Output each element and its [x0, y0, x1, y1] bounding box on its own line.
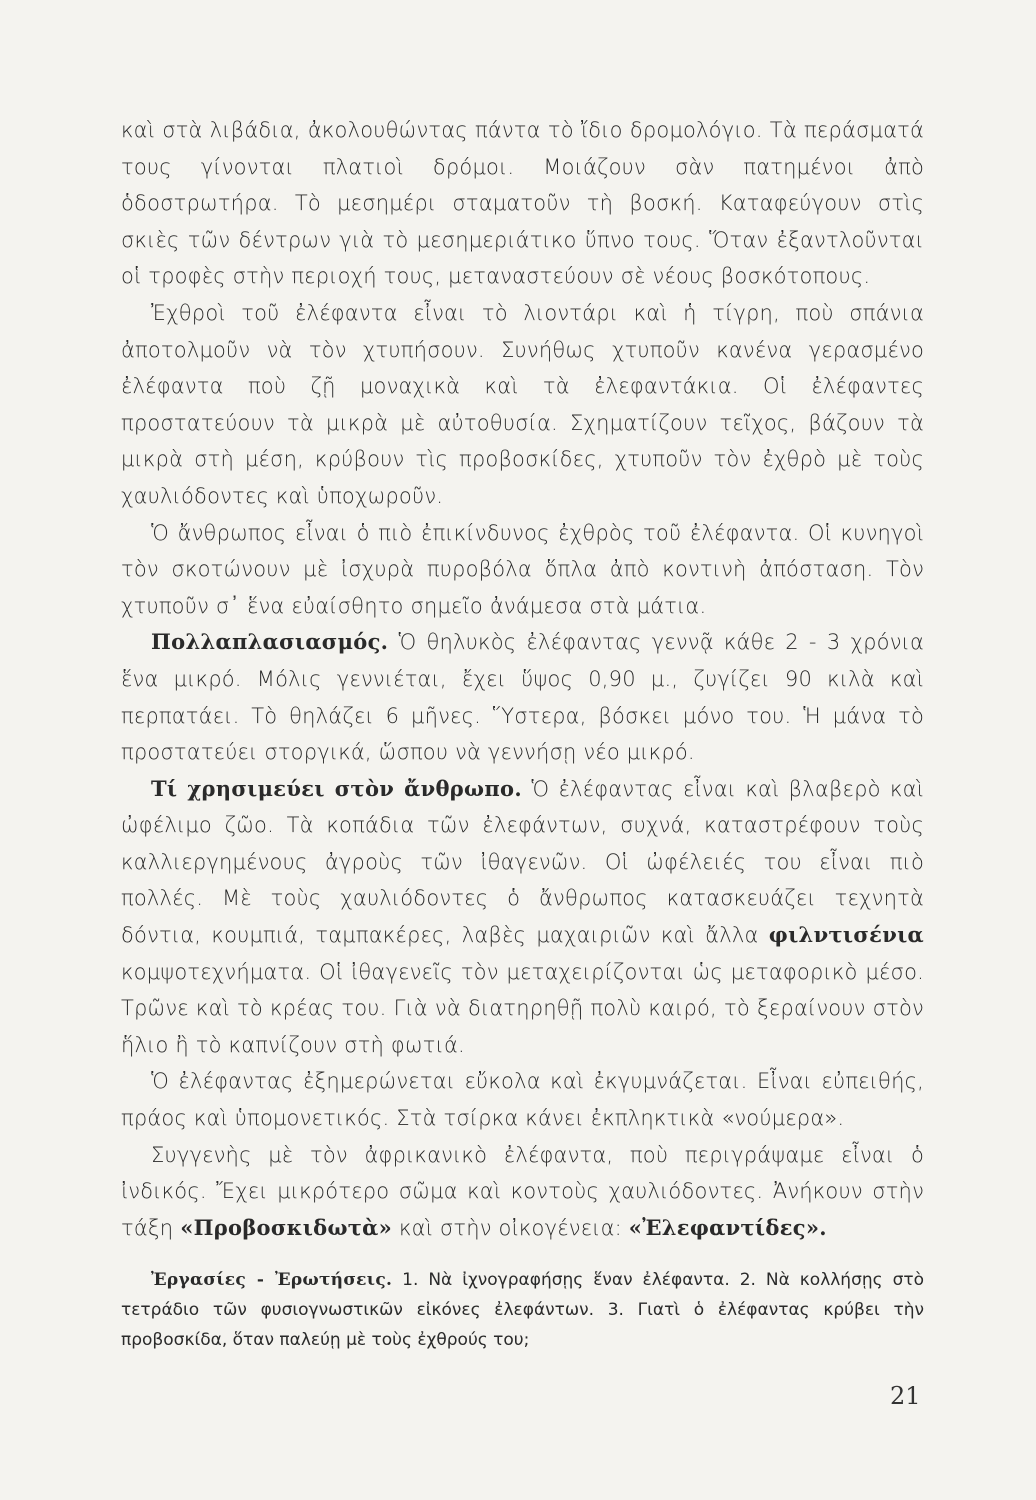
bold-ivory-word: φιλντισένια: [768, 922, 924, 948]
paragraph-reproduction: [121, 624, 924, 770]
body-text: [121, 112, 924, 1246]
exercises-text: 1. Νὰ ἰχνογραφήσῃς ἕναν ἐλέφαντα. 2. Νὰ κολλήσῃς στὸ τετράδιο τῶν φυσιογνωστικῶν εἰκόνες ἐλεφάντων. 3. Γιατὶ ὁ ἐλέφαντας κρύβει τὴν προβοσκίδα, ὅταν παλεύῃ μὲ τοὺς ἐχθρούς του;: [121, 1270, 924, 1350]
paragraph-uses: [121, 771, 924, 1064]
page-number: 21: [890, 1382, 921, 1410]
indian-text-b: καὶ στὴν οἰκογένεια:: [392, 1215, 629, 1240]
bold-order: «Προβοσκιδωτὰ»: [180, 1214, 393, 1240]
paragraph-taming: Ὁ ἐλέφαντας ἐξημερώνεται εὔκολα καὶ ἐκγυμνάζεται. Εἶναι εὐπειθής, πράος καὶ ὑπομονετικός. Στὰ τσίρκα κάνει ἐκπληκτικὰ «νούμερα».: [121, 1069, 924, 1131]
exercises-heading: Ἐργασίες - Ἐρωτήσεις.: [151, 1270, 393, 1290]
heading-uses: Τί χρησιμεύει στὸν ἄνθρωπο.: [151, 775, 522, 801]
exercises-block: [121, 1265, 924, 1355]
exercises-paragraph: [121, 1265, 924, 1355]
uses-text-b: κομψοτεχνήματα. Οἱ ἰθαγενεῖς τὸν μεταχειρίζονται ὡς μεταφορικὸ μέσο. Τρῶνε καὶ τὸ κρέας του. Γιὰ νὰ διατηρηθῇ πολὺ καιρό, τὸ ξεραίνουν στὸν ἥλιο ἢ τὸ καπνίζουν στὴ φωτιά.: [121, 959, 924, 1057]
uses-text-a: Ὁ ἐλέφαντας εἶναι καὶ βλαβερὸ καὶ ὠφέλιμο ζῶο. Τὰ κοπάδια τῶν ἐλεφάντων, συχνά, καταστρέφουν τοὺς καλλιεργημένους ἀγροὺς τῶν ἰθαγενῶν. Οἱ ὠφέλειές του εἶναι πιὸ πολλές. Μὲ τοὺς χαυλιόδοντες ὁ ἄνθρωπος κατασκευάζει τεχνητὰ δόντια, κουμπιά, ταμπακέρες, λαβὲς μαχαιριῶν καὶ ἄλλα: [121, 776, 924, 948]
paragraph-indian: [121, 1137, 924, 1247]
reproduction-text: Ὁ θηλυκὸς ἐλέφαντας γεννᾷ κάθε 2 - 3 χρόνια ἕνα μικρό. Μόλις γεννιέται, ἔχει ὕψος 0,90 μ., ζυγίζει 90 κιλὰ καὶ περπατάει. Τὸ θηλάζει 6 μῆνες. Ὕστερα, βόσκει μόνο του. Ἡ μάνα τὸ προστατεύει στοργικά, ὥσπου νὰ γεννήσῃ νέο μικρό.: [121, 630, 924, 765]
paragraph-hunters: Ὁ ἄνθρωπος εἶναι ὁ πιὸ ἐπικίνδυνος ἐχθρὸς τοῦ ἐλέφαντα. Οἱ κυνηγοὶ τὸν σκοτώνουν μὲ ἰσχυρὰ πυροβόλα ὅπλα ἀπὸ κοντινὴ ἀπόσταση. Τὸν χτυποῦν σ᾿ ἕνα εὐαίσθητο σημεῖο ἀνάμεσα στὰ μάτια.: [121, 520, 924, 618]
indian-text-a: Συγγενὴς μὲ τὸν ἀφρικανικὸ ἐλέφαντα, ποὺ περιγράψαμε εἶναι ὁ ἰνδικός. Ἔχει μικρότερο σῶμα καὶ κοντοὺς χαυλιόδοντες. Ἀνήκουν στὴν τάξη: [121, 1142, 924, 1240]
heading-reproduction: Πολλαπλασιασμός.: [151, 629, 389, 655]
bold-family: «Ἐλεφαντίδες».: [628, 1214, 827, 1240]
paragraph-grazing: καὶ στὰ λιβάδια, ἀκολουθώντας πάντα τὸ ἴδιο δρομολόγιο. Τὰ περάσματά τους γίνονται πλατιοὶ δρόμοι. Μοιάζουν σὰν πατημένοι ἀπὸ ὁδοστρωτήρα. Τὸ μεσημέρι σταματοῦν τὴ βοσκή. Καταφεύγουν στὶς σκιὲς τῶν δέντρων γιὰ τὸ μεσημεριάτικο ὕπνο τους. Ὅταν ἐξαντλοῦνται οἱ τροφὲς στὴν περιοχή τους, μεταναστεύουν σὲ νέους βοσκότοπους.: [121, 118, 924, 289]
paragraph-enemies: Ἐχθροὶ τοῦ ἐλέφαντα εἶναι τὸ λιοντάρι καὶ ἡ τίγρη, ποὺ σπάνια ἀποτολμοῦν νὰ τὸν χτυπήσουν. Συνήθως χτυποῦν κανένα γερασμένο ἐλέφαντα ποὺ ζῇ μοναχικὰ καὶ τὰ ἐλεφαντάκια. Οἱ ἐλέφαντες προστατεύουν τὰ μικρὰ μὲ αὐτοθυσία. Σχηματίζουν τεῖχος, βάζουν τὰ μικρὰ στὴ μέση, κρύβουν τὶς προβοσκίδες, χτυποῦν τὸν ἐχθρὸ μὲ τοὺς χαυλιόδοντες καὶ ὑποχωροῦν.: [121, 300, 924, 508]
